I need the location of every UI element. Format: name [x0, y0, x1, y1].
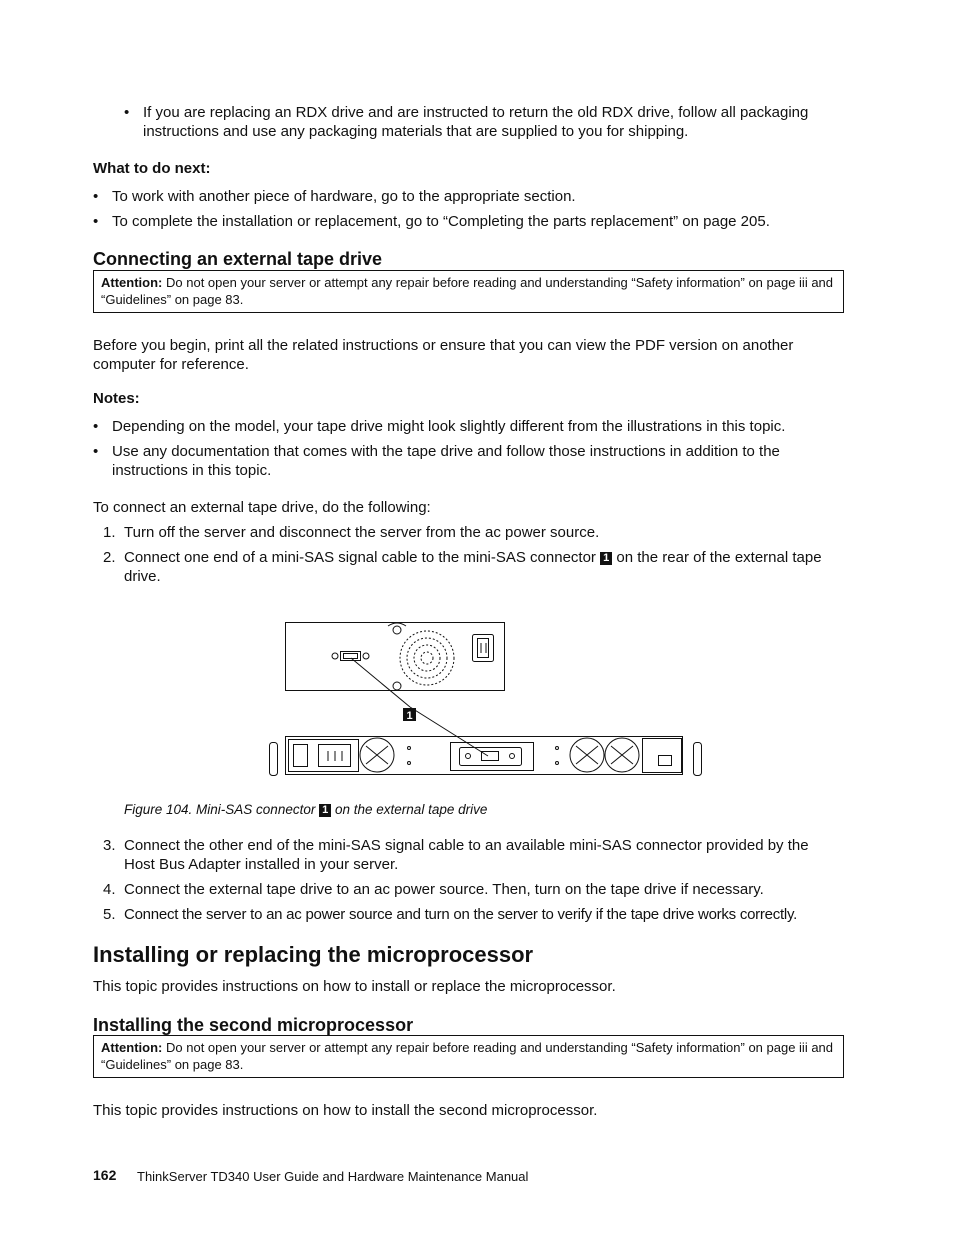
bullet-icon: • [93, 443, 99, 460]
caption-callout-badge: 1 [319, 804, 331, 817]
tape-fan-grille [400, 631, 454, 685]
figure-caption [124, 800, 487, 819]
server-fan-left [360, 738, 394, 772]
next-item-2: To complete the installation or replacement, go to “Completing the parts replacement” on page 205. [112, 213, 770, 230]
what-next-heading: What to do next: [93, 160, 211, 177]
attention-label: Attention: [101, 1040, 163, 1055]
step-1-text: Turn off the server and disconnect the server from the ac power source. [124, 524, 600, 541]
step-4-text: Connect the external tape drive to an ac power source. Then, turn on the tape drive if necessary. [124, 881, 764, 898]
note-1: Depending on the model, your tape drive might look slightly different from the illustrations in this topic. [112, 418, 786, 435]
tape-drive-figure [265, 616, 710, 784]
step-2-text-b: on the rear of the external tape drive. [124, 549, 822, 585]
step-5-text: Connect the server to an ac power source and turn on the server to verify if the tape drive works correctly. [124, 906, 798, 923]
next-item-1: To work with another piece of hardware, go to the appropriate section. [112, 188, 576, 205]
figure-callout-1: 1 [406, 710, 413, 722]
micro-intro: This topic provides instructions on how to install or replace the microprocessor. [93, 978, 616, 995]
bullet-icon: • [93, 418, 99, 435]
micro-attention-box [93, 1035, 844, 1078]
tape-section-heading: Connecting an external tape drive [93, 249, 383, 269]
step-2-number: 2. [103, 549, 116, 566]
step-5-number: 5. [103, 906, 116, 923]
second-micro-heading: Installing the second microprocessor [93, 1015, 414, 1035]
step-3-number: 3. [103, 837, 116, 854]
figure-caption-b: on the external tape drive [335, 802, 488, 817]
rdx-bullet-text: If you are replacing an RDX drive and are instructed to return the old RDX drive, follow all packaging instructions and use any packaging materials that are supplied to you for shipping. [143, 104, 809, 140]
bullet-icon: • [93, 213, 99, 230]
step-1-number: 1. [103, 524, 116, 541]
bullet-icon: • [124, 104, 130, 121]
attention-text: Do not open your server or attempt any repair before reading and understanding “Safety information” on page iii and “Guidelines” on page 83. [101, 275, 834, 307]
attention-label: Attention: [101, 275, 163, 290]
micro-section-title: Installing or replacing the microprocessor [93, 942, 534, 967]
second-micro-intro: This topic provides instructions on how to install the second microprocessor. [93, 1102, 598, 1119]
server-fan-right [570, 738, 639, 772]
tape-attention-box [93, 270, 844, 313]
notes-heading: Notes: [93, 390, 140, 407]
steps-intro: To connect an external tape drive, do the following: [93, 499, 431, 516]
callout-1-badge: 1 [600, 552, 612, 565]
bullet-icon: • [93, 188, 99, 205]
attention-text: Do not open your server or attempt any repair before reading and understanding “Safety information” on page iii and “Guidelines” on page 83. [101, 1040, 834, 1072]
step-2-text [124, 548, 836, 586]
figure-caption-a: Figure 104. Mini-SAS connector [124, 802, 316, 817]
server-power-switch [294, 745, 308, 767]
tape-drive-panel [286, 623, 505, 691]
server-rj45-port [659, 756, 672, 766]
note-2: Use any documentation that comes with the tape drive and follow those instructions in addition to the instructions in this topic. [112, 443, 780, 479]
step-4-number: 4. [103, 881, 116, 898]
step-2-text-a: Connect one end of a mini-SAS signal cable to the mini-SAS connector [124, 549, 596, 566]
page-number: 162 [93, 1167, 117, 1183]
server-mini-sas-connector [482, 752, 499, 761]
tape-intro: Before you begin, print all the related instructions or ensure that you can view the PDF version on another computer for reference. [93, 337, 794, 373]
footer-title: ThinkServer TD340 User Guide and Hardware Maintenance Manual [137, 1169, 529, 1184]
step-3-text: Connect the other end of the mini-SAS signal cable to an available mini-SAS connector provided by the Host Bus Adapter installed in your server. [124, 837, 809, 873]
